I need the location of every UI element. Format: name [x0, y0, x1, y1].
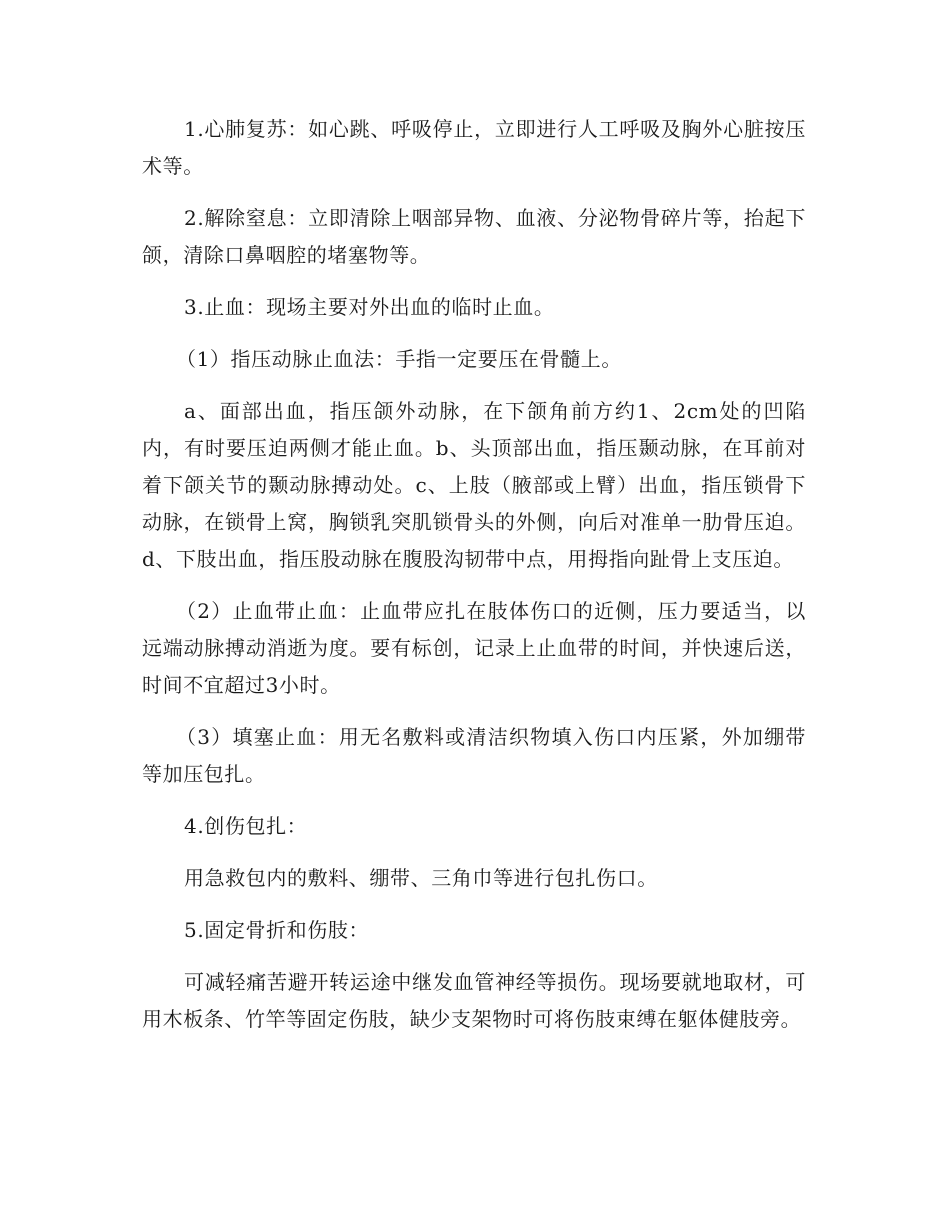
paragraph-bandaging-heading: 4.创伤包扎：: [184, 814, 308, 838]
paragraph-airway: 2.解除窒息：立即清除上咽部异物、血液、分泌物骨碎片等，抬起下颌，清除口鼻咽腔的堵塞物等。: [142, 206, 806, 267]
paragraph-hemostasis: 3.止血：现场主要对外出血的临时止血。: [184, 295, 555, 319]
paragraph-packing: （3）填塞止血：用无名敷料或清洁织物填入伤口内压紧，外加绷带等加压包扎。: [142, 725, 806, 786]
paragraph-cpr: 1.心肺复苏：如心跳、呼吸停止，立即进行人工呼吸及胸外心脏按压术等。: [142, 117, 806, 178]
paragraph-finger-pressure: （1）指压动脉止血法：手指一定要压在骨髓上。: [176, 347, 622, 371]
document-body: [142, 111, 806, 1053]
paragraph-fixation-heading: 5.固定骨折和伤肢：: [184, 918, 370, 942]
paragraph-bandaging: 用急救包内的敷料、绷带、三角巾等进行包扎伤口。: [184, 866, 658, 890]
paragraph-pressure-points: a、面部出血，指压颌外动脉，在下颌角前方约1、2cm处的凹陷内，有时要压迫两侧才能止血。b、头顶部出血，指压颞动脉，在耳前对着下颌关节的颞动脉搏动处。c、上肢（腋部或上臂）出血，指压锁骨下动脉，在锁骨上窝，胸锁乳突肌锁骨头的外侧，向后对准单一肋骨压迫。d、下肢出血，指压股动脉在腹股沟韧带中点，用拇指向趾骨上支压迫。: [142, 399, 806, 571]
paragraph-fixation: 可减轻痛苦避开转运途中继发血管神经等损伤。现场要就地取材，可用木板条、竹竿等固定伤肢，缺少支架物时可将伤肢束缚在躯体健肢旁。: [142, 970, 806, 1031]
paragraph-tourniquet: （2）止血带止血：止血带应扎在肢体伤口的近侧，压力要适当，以远端动脉搏动消逝为度。要有标创，记录上止血带的时间，并快速后送，时间不宜超过3小时。: [142, 599, 806, 697]
